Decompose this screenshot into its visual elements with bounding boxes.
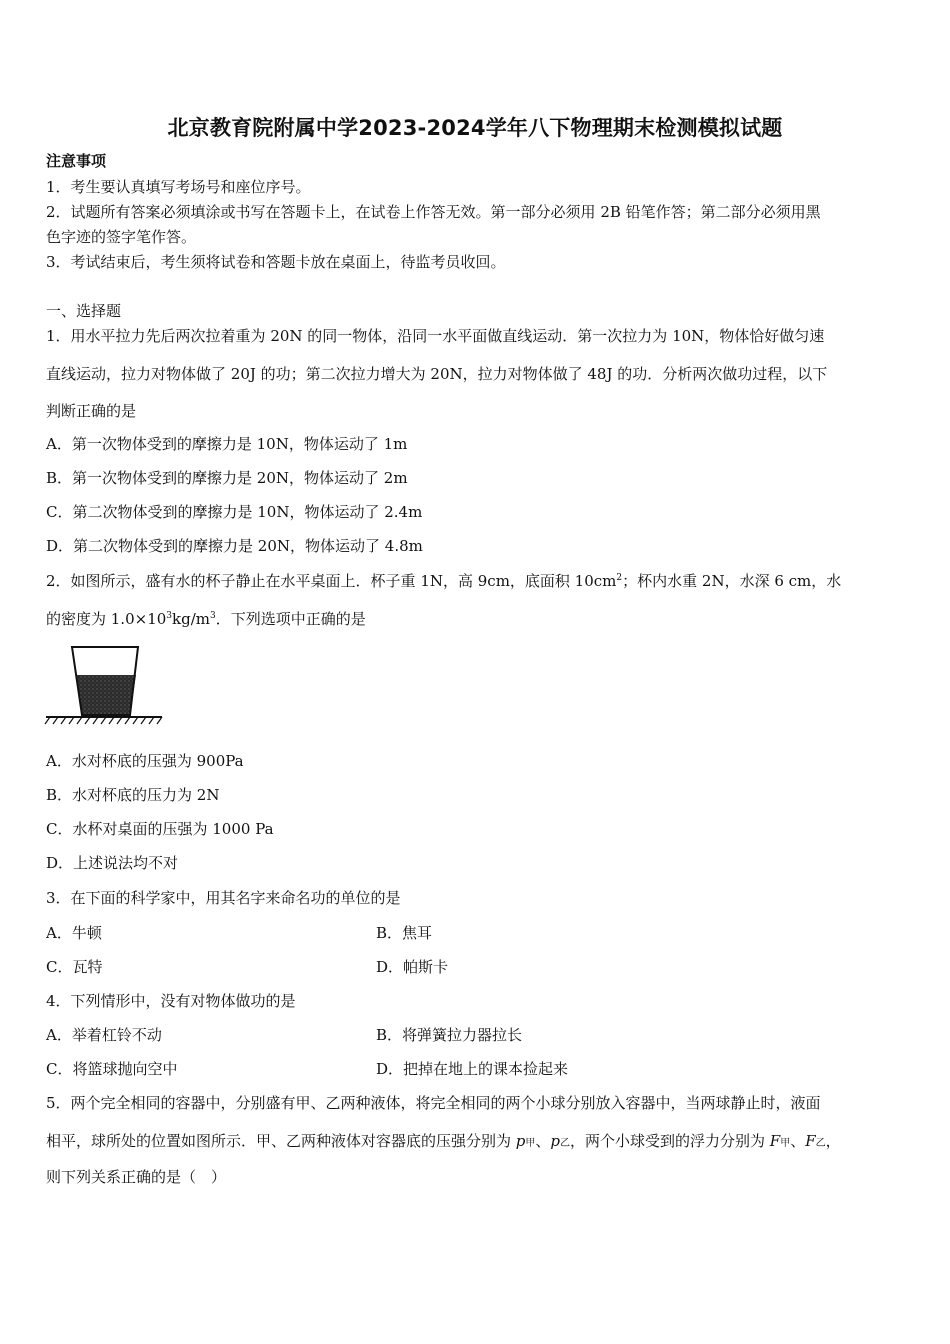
- sub-jia-f: 甲: [780, 1138, 791, 1149]
- q1-stem-line-1: 1．用水平拉力先后两次拉着重为 20N 的同一物体，沿同一水平面做直线运动．第一次拉力为 10N，物体恰好做匀速: [46, 327, 825, 345]
- q1-option-b: B．第一次物体受到的摩擦力是 20N，物体运动了 2m: [46, 469, 408, 487]
- q3-option-b: B．焦耳: [376, 924, 433, 942]
- f-symbol-jia: F: [769, 1132, 781, 1150]
- q5-stem-line-3: 则下列关系正确的是（ ）: [46, 1168, 227, 1186]
- q2-stem-line-1: [46, 571, 841, 591]
- q2-line1-text-a: 2．如图所示，盛有水的杯子静止在水平桌面上．杯子重 1N，高 9cm，底面积 10cm: [46, 572, 617, 590]
- section-heading: 一、选择题: [46, 302, 122, 320]
- q4-option-c: C．将篮球抛向空中: [46, 1060, 178, 1078]
- notice-item-1: 1．考生要认真填写考场号和座位序号。: [46, 178, 311, 196]
- q5-stem-line-2: [46, 1131, 841, 1154]
- q2-option-c: C．水杯对桌面的压强为 1000 Pa: [46, 820, 274, 838]
- q2-option-d: D．上述说法均不对: [46, 854, 179, 872]
- cup-on-table-illustration: [44, 644, 164, 728]
- q2-stem-line-2: [46, 609, 366, 629]
- q2-line2-sup-2: 3: [209, 611, 216, 621]
- q2-line1-sup: 2: [616, 573, 623, 583]
- sub-yi-f: 乙: [815, 1138, 826, 1149]
- notice-item-2-cont: 色字迹的签字笔作答。: [46, 228, 197, 246]
- sub-jia: 甲: [525, 1138, 536, 1149]
- q3-stem: 3．在下面的科学家中，用其名字来命名功的单位的是: [46, 889, 401, 907]
- p-symbol-yi: p: [550, 1132, 561, 1150]
- q5-separator-f: 、: [790, 1132, 806, 1150]
- q1-option-c: C．第二次物体受到的摩擦力是 10N，物体运动了 2.4m: [46, 503, 423, 521]
- q1-stem-line-3: 判断正确的是: [46, 402, 137, 420]
- notice-heading: 注意事项: [46, 152, 107, 170]
- f-symbol-yi: F: [805, 1132, 816, 1150]
- q2-option-a: A．水对杯底的压强为 900Pa: [46, 752, 244, 770]
- table-hatching: [45, 717, 162, 724]
- q2-line2-text-b: kg/m: [172, 610, 210, 628]
- q2-line2-text-c: ．下列选项中正确的是: [215, 610, 366, 628]
- q5-comma: ，: [825, 1132, 841, 1150]
- q5-line2-text-b: ，两个小球受到的浮力分别为: [570, 1132, 770, 1150]
- q5-stem-line-1: 5．两个完全相同的容器中，分别盛有甲、乙两种液体，将完全相同的两个小球分别放入容器中，当两球静止时，液面: [46, 1094, 821, 1112]
- p-symbol-jia: p: [515, 1132, 526, 1150]
- water: [77, 675, 136, 714]
- q3-option-c: C．瓦特: [46, 958, 103, 976]
- q1-option-a: A．第一次物体受到的摩擦力是 10N，物体运动了 1m: [46, 435, 408, 453]
- q5-line2-text-a: 相平，球所处的位置如图所示．甲、乙两种液体对容器底的压强分别为: [46, 1132, 516, 1150]
- q3-option-d: D．帕斯卡: [376, 958, 449, 976]
- q4-stem: 4．下列情形中，没有对物体做功的是: [46, 992, 296, 1010]
- cup-figure: [44, 644, 164, 732]
- q1-stem-line-2: 直线运动，拉力对物体做了 20J 的功；第二次拉力增大为 20N，拉力对物体做了 48J 的功．分析两次做功过程，以下: [46, 365, 828, 383]
- q2-line2-text-a: 的密度为 1.0×10: [46, 610, 167, 628]
- notice-item-2: 2．试题所有答案必须填涂或书写在答题卡上，在试卷上作答无效。第一部分必须用 2B 铅笔作答；第二部分必须用黑: [46, 203, 821, 221]
- q3-option-a: A．牛顿: [46, 924, 102, 942]
- notice-item-3: 3．考试结束后，考生须将试卷和答题卡放在桌面上，待监考员收回。: [46, 253, 506, 271]
- q4-option-d: D．把掉在地上的课本捡起来: [376, 1060, 569, 1078]
- q5-separator: 、: [535, 1132, 551, 1150]
- q2-option-b: B．水对杯底的压力为 2N: [46, 786, 220, 804]
- q4-option-a: A．举着杠铃不动: [46, 1026, 162, 1044]
- sub-yi: 乙: [560, 1138, 571, 1149]
- q1-option-d: D．第二次物体受到的摩擦力是 20N，物体运动了 4.8m: [46, 537, 423, 555]
- exam-title: 北京教育院附属中学2023-2024学年八下物理期末检测模拟试题: [167, 116, 783, 140]
- q4-option-b: B．将弹簧拉力器拉长: [376, 1026, 523, 1044]
- q2-line1-text-b: ；杯内水重 2N，水深 6 cm，水: [622, 572, 842, 590]
- q2-line2-sup-1: 3: [166, 611, 173, 621]
